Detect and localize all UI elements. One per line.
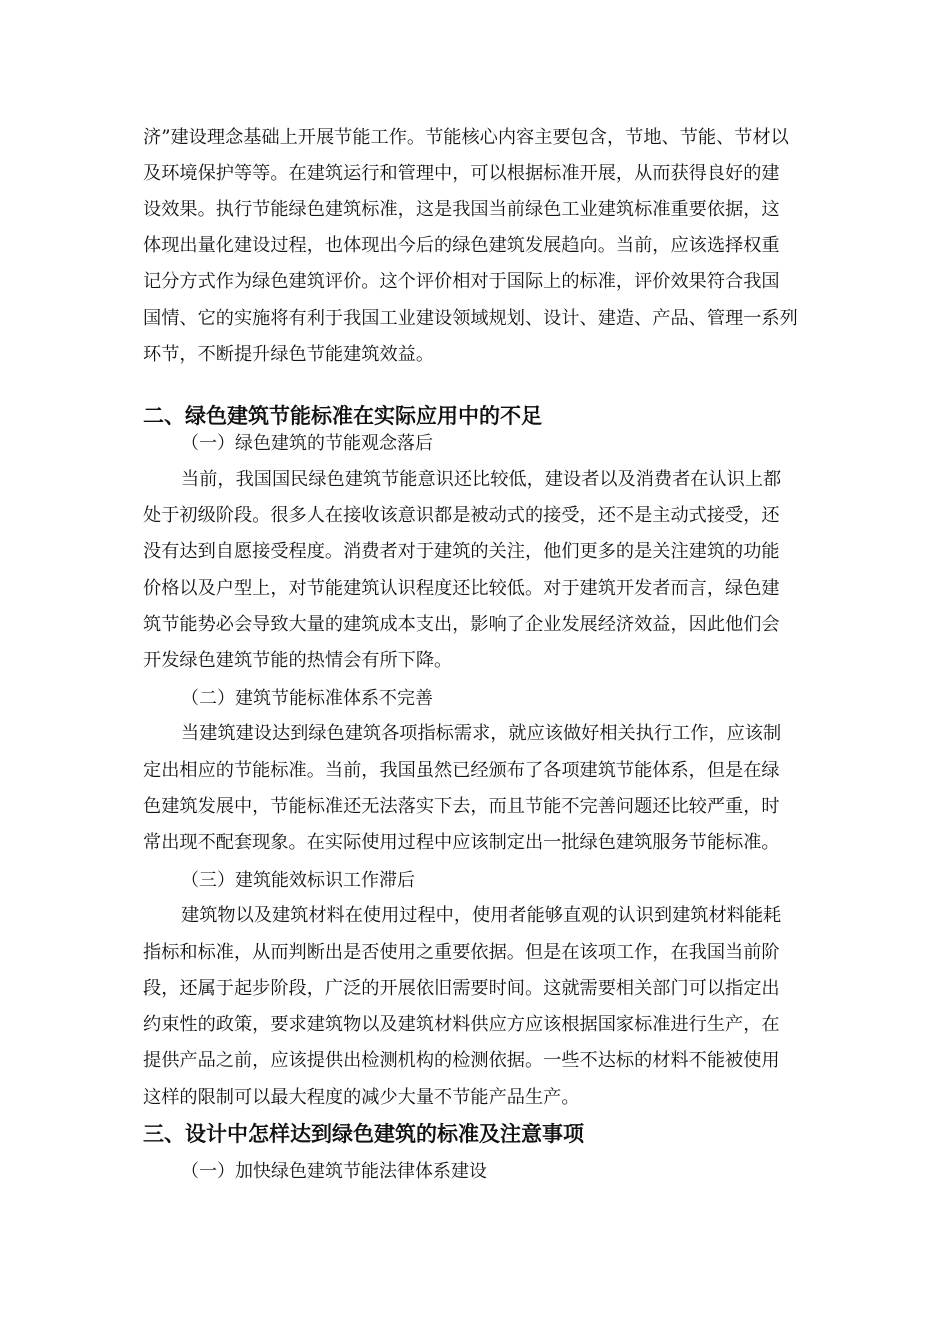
- paragraph-line: 指标和标准，从而判断出是否使用之重要依据。但是在该项工作，在我国当前阶: [143, 942, 780, 963]
- subsection-heading: （二）建筑节能标准体系不完善: [181, 688, 433, 709]
- paragraph-line: 及环境保护等等。在建筑运行和管理中，可以根据标准开展，从而获得良好的建: [143, 163, 780, 184]
- paragraph-line: 当建筑建设达到绿色建筑各项指标需求，就应该做好相关执行工作，应该制: [181, 723, 782, 744]
- section-heading: 三、设计中怎样达到绿色建筑的标准及注意事项: [143, 1122, 584, 1146]
- paragraph-line: 色建筑发展中，节能标准还无法落实下去，而且节能不完善问题还比较严重，时: [143, 796, 780, 817]
- subsection-heading: （一）加快绿色建筑节能法律体系建设: [181, 1161, 487, 1182]
- paragraph-line: 常出现不配套现象。在实际使用过程中应该制定出一批绿色建筑服务节能标准。: [143, 832, 780, 853]
- section-heading: 二、绿色建筑节能标准在实际应用中的不足: [143, 404, 542, 428]
- paragraph-line: 环节，不断提升绿色节能建筑效益。: [143, 344, 435, 365]
- subsection-heading: （三）建筑能效标识工作滞后: [181, 870, 415, 891]
- paragraph-line: 价格以及户型上，对节能建筑认识程度还比较低。对于建筑开发者而言，绿色建: [143, 578, 780, 599]
- paragraph-line: 定出相应的节能标准。当前，我国虽然已经颁布了各项建筑节能体系，但是在绿: [143, 760, 780, 781]
- paragraph-line: 处于初级阶段。很多人在接收该意识都是被动式的接受，还不是主动式接受，还: [143, 505, 780, 526]
- paragraph-line: 建筑物以及建筑材料在使用过程中，使用者能够直观的认识到建筑材料能耗: [181, 905, 782, 926]
- paragraph-line: 这样的限制可以最大程度的减少大量不节能产品生产。: [143, 1087, 580, 1108]
- subsection-heading: （一）绿色建筑的节能观念落后: [181, 433, 433, 454]
- paragraph-line: 约束性的政策，要求建筑物以及建筑材料供应方应该根据国家标准进行生产，在: [143, 1014, 780, 1035]
- paragraph-line: 没有达到自愿接受程度。消费者对于建筑的关注，他们更多的是关注建筑的功能: [143, 541, 780, 562]
- paragraph-line: 记分方式作为绿色建筑评价。这个评价相对于国际上的标准，评价效果符合我国: [143, 271, 780, 292]
- paragraph-line: 体现出量化建设过程，也体现出今后的绿色建筑发展趋向。当前，应该选择权重: [143, 235, 780, 256]
- paragraph-line: 设效果。执行节能绿色建筑标准，这是我国当前绿色工业建筑标准重要依据，这: [143, 199, 780, 220]
- paragraph-line: 国情、它的实施将有利于我国工业建设领域规划、设计、建造、产品、管理一系列: [143, 308, 798, 329]
- paragraph-line: 济”建设理念基础上开展节能工作。节能核心内容主要包含，节地、节能、节材以: [143, 127, 789, 148]
- paragraph-line: 提供产品之前，应该提供出检测机构的检测依据。一些不达标的材料不能被使用: [143, 1050, 780, 1071]
- paragraph-line: 筑节能势必会导致大量的建筑成本支出，影响了企业发展经济效益，因此他们会: [143, 614, 780, 635]
- paragraph-line: 开发绿色建筑节能的热情会有所下降。: [143, 650, 453, 671]
- paragraph-line: 当前，我国国民绿色建筑节能意识还比较低，建设者以及消费者在认识上都: [181, 469, 782, 490]
- paragraph-line: 段，还属于起步阶段，广泛的开展依旧需要时间。这就需要相关部门可以指定出: [143, 978, 780, 999]
